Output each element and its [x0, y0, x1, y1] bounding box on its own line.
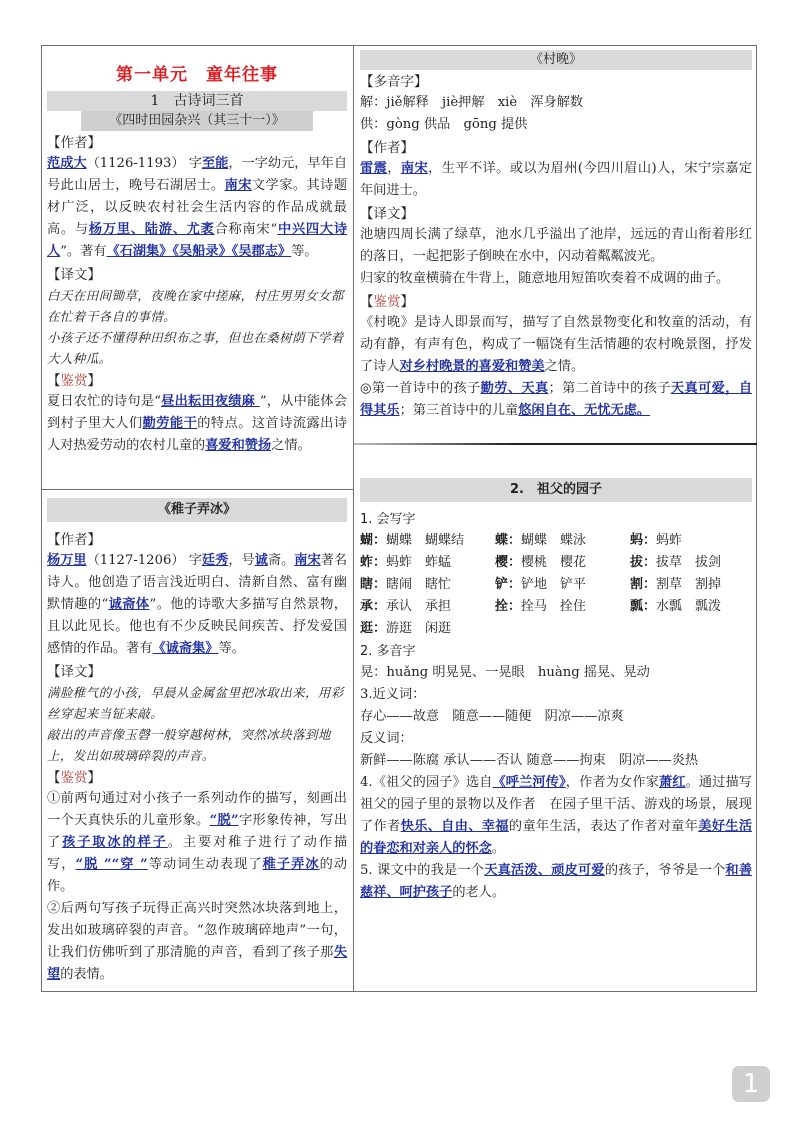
key-phrase: 悠闲自在、无忧无虑。 [518, 403, 651, 418]
key-phrase: 喜爱和赞扬 [205, 438, 272, 453]
key-phrase: 昼出耘田夜绩麻 [160, 394, 260, 409]
char-entry: 铲：铲地 铲平 [495, 577, 587, 592]
appreciation-label: 【鉴赏】 [47, 373, 101, 389]
poem1-section [47, 50, 347, 457]
key-phrase: 雷震 [360, 161, 388, 176]
key-phrase: 廷秀 [201, 553, 229, 568]
key-phrase: 萧红 [658, 775, 686, 790]
key-phrase: “脱 ”“穿 ” [75, 857, 148, 872]
key-phrase: 范成大 [47, 156, 87, 171]
poem2-translation-2: 敲出的声音像玉磬一般穿越树林，突然冰块落到地上，发出如玻璃碎裂的声音。 [47, 727, 331, 763]
key-phrase: 诚斋体 [108, 597, 150, 612]
key-phrase: 快乐、自由、幸福 [400, 819, 509, 834]
lesson2-title: 2. 祖父的园子 [360, 478, 752, 502]
char-entry: 承：承认 承担 [360, 599, 452, 614]
char-row [360, 618, 752, 640]
key-phrase: 《诚斋集》 [152, 641, 219, 656]
poem3-section [360, 50, 752, 422]
polyphone-label: 【多音字】 [360, 74, 428, 90]
char-entry: 逛：游逛 闲逛 [360, 621, 452, 636]
key-phrase: 天真可爱，自得其乐 [360, 381, 753, 418]
antonyms: 新鲜——陈腐 承认——否认 随意——拘束 阴凉——炎热 [360, 753, 699, 768]
char-entry: 蚂：蚂蚱 [630, 533, 683, 548]
key-phrase: 和善慈祥、呵护孩子 [360, 863, 753, 900]
poem2-section [47, 498, 347, 986]
poem2-appreciation-1: ①前两句通过对小孩子一系列动作的描写，刻画出一个天真快乐的儿童形象。“脱”字形象传神，写出了孩子取冰的样子。主要对稚子进行了动作描写，“脱 ”“穿 ”等动词生动表现了稚子弄冰的动作。 [47, 791, 348, 894]
key-phrase: 勤劳能干 [142, 416, 198, 431]
section1-label: 1. 会写字 [360, 512, 416, 527]
key-phrase: 南宋 [294, 553, 321, 568]
char-entry: 樱：樱桃 樱花 [495, 555, 587, 570]
poem3-title: 《村晚》 [360, 50, 752, 70]
poem2-author-text: 杨万里（1127-1206） 字廷秀，号诚斋。南宋著名诗人。他创造了语言浅近明白、清新自然、富有幽默情趣的“诚斋体”。他的诗歌大多描写自然景物，且以此见长。他也有不少反映民间疾苦、抒发爱国感情的作品。著有《诚斋集》等。 [47, 553, 348, 656]
char-entry: 瓢：水瓢 瓢泼 [630, 599, 722, 614]
char-row [360, 552, 752, 574]
char-entry: 拔：拔草 拔剑 [630, 555, 722, 570]
poem1-translation-2: 小孩子还不懂得种田织布之事，但也在桑树荫下学着大人种瓜。 [47, 330, 344, 366]
poem3-author-text: 雷震，南宋，生平不详。或以为眉州(今四川眉山)人，宋宁宗嘉定年间进士。 [360, 161, 753, 198]
key-phrase: 至能 [201, 156, 229, 171]
poem2-appreciation-2: ②后两句写孩子玩得正高兴时突然冰块落到地上，发出如玻璃碎裂的声音。“忽作玻璃碎地声”一句，让我们仿佛听到了那清脆的声音，看到了孩子那失望的表情。 [47, 901, 347, 982]
key-phrase: 南宋 [224, 178, 252, 193]
poem3-translation-2: 归家的牧童横骑在牛背上，随意地用短笛吹奏着不成调的曲子。 [360, 271, 730, 286]
section2-label: 2. 多音字 [360, 644, 416, 659]
author-label: 【作者】 [360, 140, 414, 156]
char-entry: 蚱：蚂蚱 蚱蜢 [360, 555, 452, 570]
key-phrase: 美好生活的眷恋和对亲人的怀念 [360, 819, 753, 856]
lesson2-section [360, 478, 752, 904]
translation-label: 【译文】 [360, 206, 414, 222]
key-phrase: 天真活泼、顽皮可爱 [484, 863, 605, 878]
antonyms-label: 反义词： [360, 731, 413, 746]
right-section-divider [354, 443, 757, 445]
poem1-title: 《四时田园杂兴（其三十一）》 [81, 111, 313, 131]
unit-title: 第一单元 童年往事 [116, 65, 278, 85]
key-phrase: 《石湖集》《吴船录》《吴郡志》 [106, 244, 292, 259]
key-phrase: 杨万里 [47, 553, 87, 568]
poem2-title: 《稚子弄冰》 [47, 498, 347, 522]
key-phrase: 《呼兰河传》 [492, 775, 566, 790]
key-phrase: 南宋 [400, 161, 429, 176]
lesson2-polyphone: 晃：huǎng 明晃晃、一晃眼 huàng 摇晃、晃动 [360, 665, 650, 680]
polyphone-line-1: 解：jiě解释 jiè押解 xiè 浑身解数 [360, 95, 584, 110]
left-section-divider [42, 489, 353, 490]
char-entry: 蝴：蝴蝶 蝴蝶结 [360, 533, 465, 548]
char-entry: 蝶：蝴蝶 蝶泳 [495, 533, 587, 548]
key-phrase: 稚子弄冰 [262, 857, 320, 872]
appreciation-label: 【鉴赏】 [360, 294, 414, 310]
column-divider [353, 46, 354, 991]
poem2-translation-1: 满脸稚气的小孩，早晨从金属盆里把冰取出来，用彩丝穿起来当钲来敲。 [47, 685, 344, 721]
page-number-badge: 1 [732, 1066, 770, 1102]
polyphone-line-2: 供：gòng 供品 gōng 提供 [360, 117, 528, 132]
key-phrase: 勤劳、天真 [480, 381, 549, 396]
char-entry: 拴：拴马 拴住 [495, 599, 587, 614]
poem3-translation-1: 池塘四周长满了绿草，池水几乎溢出了池岸，远远的青山衔着彤红的落日，一起把影子倒映在水中，闪动着粼粼波光。 [360, 227, 752, 264]
key-phrase: 杨万里、陆游、尤袤 [88, 222, 215, 237]
key-phrase: 对乡村晚景的喜爱和赞美 [399, 359, 545, 374]
char-entry: 瞎：瞎闹 瞎忙 [360, 577, 452, 592]
char-row [360, 596, 752, 618]
section3-label: 3.近义词： [360, 687, 426, 702]
translation-label: 【译文】 [47, 267, 101, 283]
char-row [360, 574, 752, 596]
poem1-translation-1: 白天在田间锄草，夜晚在家中搓麻，村庄男男女女都在忙着干各自的事情。 [47, 288, 344, 324]
translation-label: 【译文】 [47, 664, 101, 680]
poem1-appreciation: 夏日农忙的诗句是“昼出耘田夜绩麻 ”，从中能体会到村子里大人们勤劳能干的特点。这首诗流露出诗人对热爱劳动的农村儿童的喜爱和赞扬之情。 [47, 394, 348, 453]
author-label: 【作者】 [47, 532, 101, 548]
poem-summary: ◎第一首诗中的孩子勤劳、天真；第二首诗中的孩子天真可爱，自得其乐；第三首诗中的儿童悠闲自在、无忧无虑。 [360, 381, 753, 418]
write-characters-grid [360, 530, 752, 640]
key-phrase: 诚 [254, 553, 268, 568]
poem3-appreciation: 《村晚》是诗人即景而写，描写了自然景物变化和牧童的活动，有动有静，有声有色，构成了一幅饶有生活情趣的农村晚景图，抒发了诗人对乡村晚景的喜爱和赞美之情。 [360, 315, 752, 374]
appreciation-label: 【鉴赏】 [47, 770, 101, 786]
key-phrase: “脱” [209, 813, 239, 828]
lesson2-item5: 5. 课文中的我是一个天真活泼、顽皮可爱的孩子，爷爷是一个和善慈祥、呵护孩子的老人。 [360, 863, 753, 900]
lesson1-title: 1 古诗词三首 [47, 91, 347, 111]
author-label: 【作者】 [47, 135, 101, 151]
poem1-author-text: 范成大（1126-1193） 字至能，一字幼元，早年自号此山居士，晚号石湖居士。南宋文学家。其诗题材广泛，以反映农村社会生活内容的作品成就最高。与杨万里、陆游、尤袤合称南宋“中兴四大诗人”。著有《石湖集》《吴船录》《吴郡志》等。 [47, 156, 348, 259]
document-page [41, 45, 757, 992]
char-entry: 割：割草 割掉 [630, 577, 722, 592]
key-phrase: 中兴四大诗人 [47, 222, 348, 259]
lesson2-item4: 4.《祖父的园子》选自《呼兰河传》，作者为女作家萧红。通过描写祖父的园子里的景物以及作者 在园子里干活、游戏的场景，展现了作者快乐、自由、幸福的童年生活，表达了作者对童年美好生活的眷恋和对亲人的怀念。 [360, 775, 753, 856]
synonyms: 存心——故意 随意——随便 阴凉——凉爽 [360, 709, 624, 724]
char-row [360, 530, 752, 552]
key-phrase: 失望 [47, 945, 347, 982]
key-phrase: 孩子取冰的样子 [62, 835, 168, 850]
